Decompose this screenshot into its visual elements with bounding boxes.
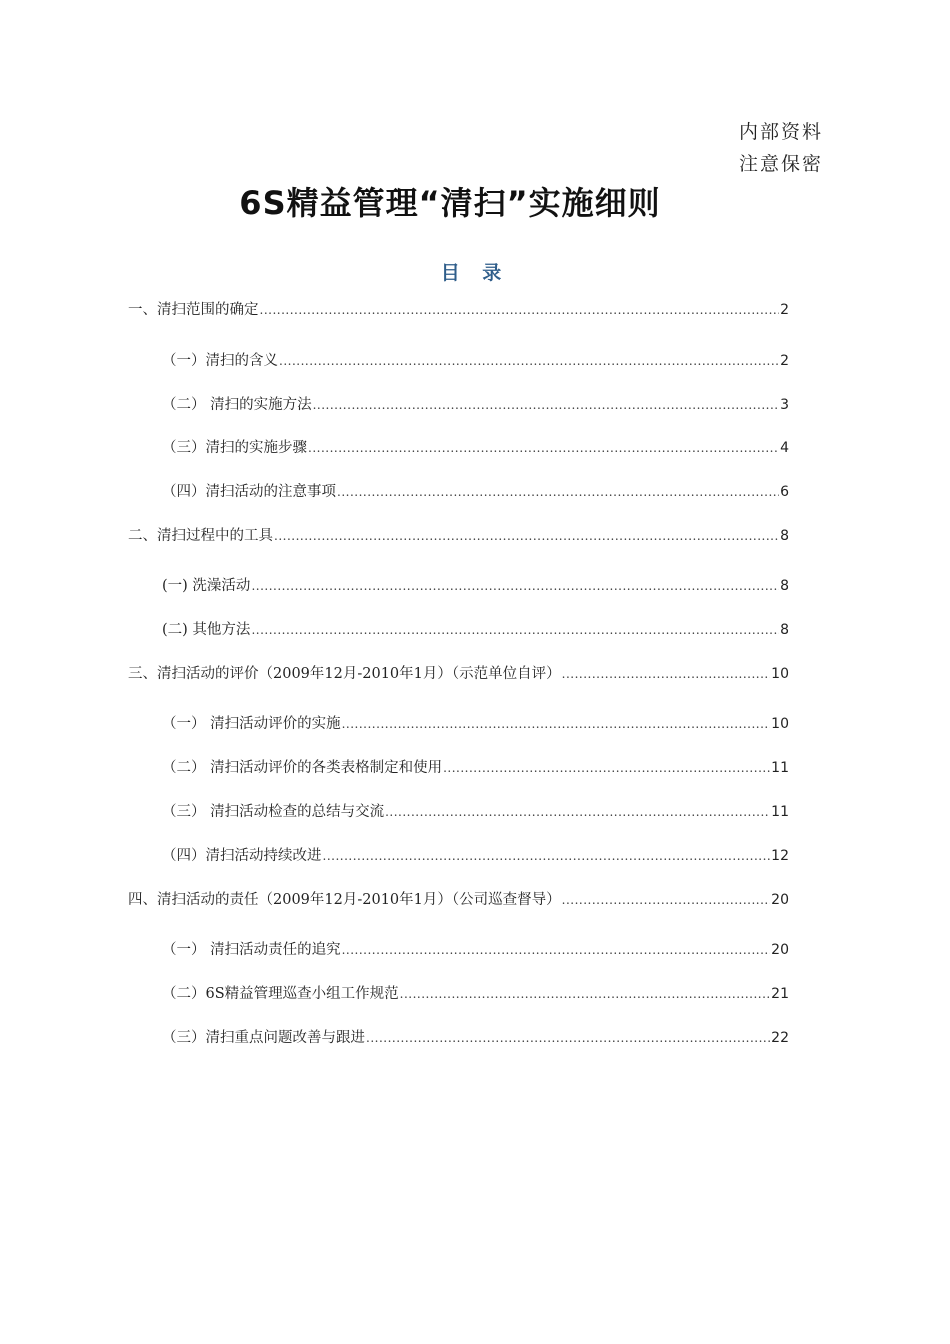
toc-leader-dots <box>308 441 779 455</box>
toc-entry-label: 一、清扫范围的确定 <box>128 302 259 318</box>
toc-entry-label: （四）清扫活动持续改进 <box>162 848 322 864</box>
toc-entry-page-number: 20 <box>771 892 789 908</box>
toc-entry-page-number: 4 <box>780 440 789 456</box>
toc-entry-page-number: 11 <box>771 804 789 820</box>
toc-entry[interactable] <box>162 800 789 821</box>
toc-leader-dots <box>279 354 779 368</box>
toc-leader-dots <box>313 398 779 412</box>
toc-entry-page-number: 8 <box>780 622 789 638</box>
toc-leader-dots <box>323 849 771 863</box>
toc-entry-label: （一）清扫的含义 <box>162 353 278 369</box>
toc-leader-dots <box>342 943 771 957</box>
toc-entry-page-number: 10 <box>771 716 789 732</box>
toc-entry-page-number: 2 <box>780 353 789 369</box>
toc-entry[interactable] <box>162 480 789 501</box>
toc-entry[interactable] <box>128 888 789 909</box>
toc-entry[interactable] <box>162 844 789 865</box>
toc-entry-label: （三）清扫的实施步骤 <box>162 440 307 456</box>
toc-entry[interactable] <box>128 662 789 683</box>
toc-leader-dots <box>251 579 779 593</box>
toc-entry-page-number: 10 <box>771 666 789 682</box>
toc-leader-dots <box>385 805 770 819</box>
toc-leader-dots <box>342 717 771 731</box>
toc-entry-page-number: 8 <box>780 528 789 544</box>
toc-leader-dots <box>274 529 779 543</box>
toc-entry-label: （三）清扫重点问题改善与跟进 <box>162 1030 365 1046</box>
toc-entry-label: 四、清扫活动的责任（2009年12月-2010年1月）（公司巡查督导） <box>128 892 561 908</box>
toc-leader-dots <box>251 623 779 637</box>
toc-entry[interactable] <box>128 298 789 319</box>
toc-entry[interactable] <box>162 938 789 959</box>
toc-entry[interactable] <box>128 524 789 545</box>
toc-entry-label: 三、清扫活动的评价（2009年12月-2010年1月）（示范单位自评） <box>128 666 561 682</box>
toc-leader-dots <box>366 1031 770 1045</box>
toc-entry[interactable] <box>162 574 789 595</box>
toc-leader-dots <box>260 303 780 317</box>
toc-entry-label: (二) 其他方法 <box>162 622 251 638</box>
toc-leader-dots <box>443 761 770 775</box>
toc-entry-page-number: 2 <box>780 302 789 318</box>
toc-leader-dots <box>337 485 779 499</box>
toc-entry[interactable] <box>162 618 789 639</box>
toc-entry-page-number: 20 <box>771 942 789 958</box>
confidential-notice <box>739 116 823 180</box>
toc-entry-label: （一） 清扫活动评价的实施 <box>162 716 341 732</box>
toc-leader-dots <box>400 987 771 1001</box>
toc-entry[interactable] <box>162 349 789 370</box>
toc-entry[interactable] <box>162 982 789 1003</box>
toc-entry-page-number: 21 <box>771 986 789 1002</box>
confidential-line-2: 注意保密 <box>738 153 823 175</box>
toc-entry[interactable] <box>162 393 789 414</box>
toc-entry-page-number: 12 <box>771 848 789 864</box>
toc-entry[interactable] <box>162 756 789 777</box>
toc-entry-label: （二）6S精益管理巡查小组工作规范 <box>162 986 399 1002</box>
toc-entry-label: (一) 洗澡活动 <box>162 578 251 594</box>
toc-entry-page-number: 22 <box>771 1030 789 1046</box>
toc-entry[interactable] <box>162 712 789 733</box>
toc-entry-label: （二） 清扫活动评价的各类表格制定和使用 <box>162 760 443 776</box>
toc-entry[interactable] <box>162 1026 789 1047</box>
toc-heading: 目 录 <box>440 262 510 284</box>
toc-entry-label: （二） 清扫的实施方法 <box>162 397 312 413</box>
toc-entry-page-number: 8 <box>780 578 789 594</box>
toc-entry-label: （一） 清扫活动责任的追究 <box>162 942 341 958</box>
toc-entry-label: 二、清扫过程中的工具 <box>128 528 273 544</box>
document-title: 6S精益管理“清扫”实施细则 <box>239 184 661 222</box>
toc-entry-page-number: 6 <box>780 484 789 500</box>
toc-entry-label: （四）清扫活动的注意事项 <box>162 484 336 500</box>
toc-leader-dots <box>562 667 771 681</box>
toc-entry-label: （三） 清扫活动检查的总结与交流 <box>162 804 385 820</box>
toc-entry[interactable] <box>162 436 789 457</box>
toc-leader-dots <box>562 893 771 907</box>
toc-entry-page-number: 3 <box>780 397 789 413</box>
toc-entry-page-number: 11 <box>771 760 789 776</box>
confidential-line-1: 内部资料 <box>738 121 823 143</box>
